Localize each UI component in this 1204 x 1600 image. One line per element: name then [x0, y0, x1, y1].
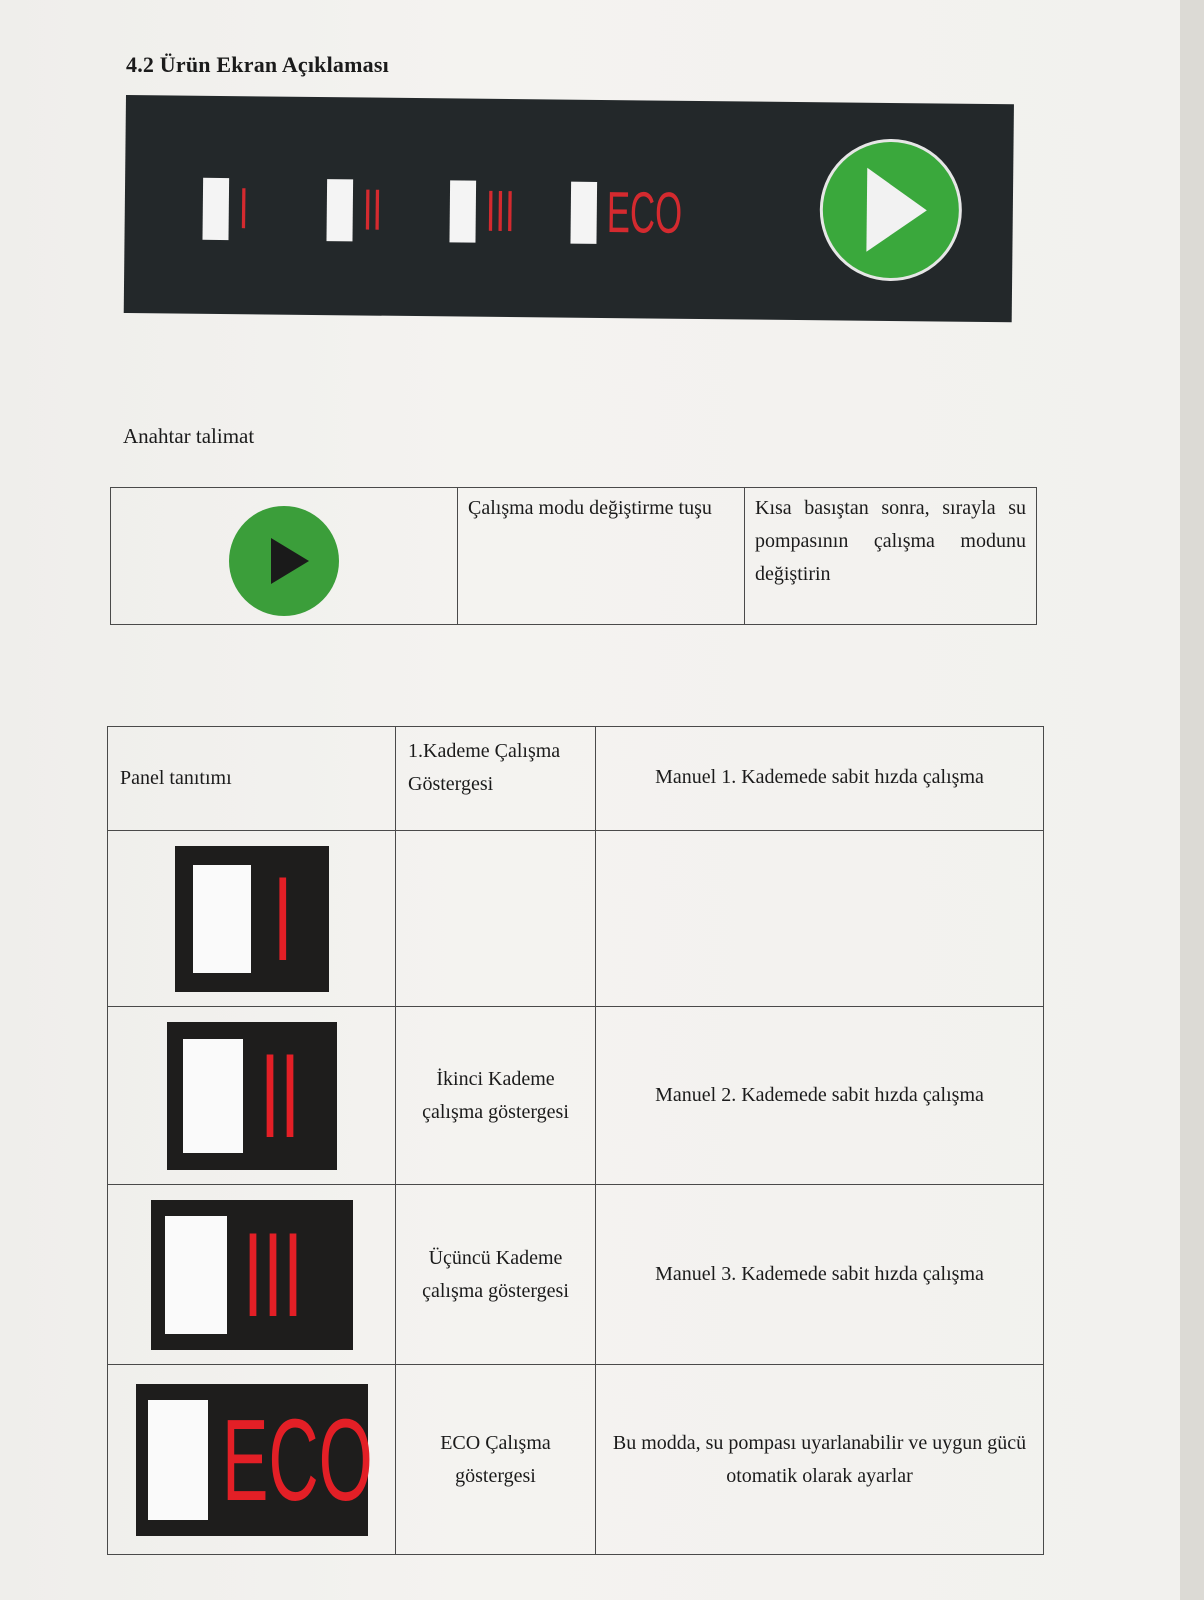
- indicator-name: ECO Çalışma göstergesi: [396, 1365, 596, 1555]
- empty-cell: [396, 831, 596, 1007]
- table-row: [108, 727, 1044, 831]
- indicator-description: Manuel 1. Kademede sabit hızda çalışma: [596, 727, 1044, 831]
- indicator-name: Üçüncü Kademe çalışma göstergesi: [396, 1185, 596, 1365]
- key-instructions-heading: Anahtar talimat: [123, 424, 255, 448]
- key-icon-cell: [111, 488, 458, 625]
- indicator-lamp: [326, 179, 353, 241]
- indicator-image-cell: [108, 1185, 396, 1365]
- indicator-lamp: [165, 1216, 227, 1334]
- mode-switch-button: [819, 138, 962, 281]
- indicator-description: Manuel 3. Kademede sabit hızda çalışma: [596, 1185, 1044, 1365]
- play-button-image: [229, 506, 339, 616]
- table-row: [108, 1185, 1044, 1365]
- page-edge: [1180, 0, 1204, 1600]
- indicator-description: Manuel 2. Kademede sabit hızda çalışma: [596, 1007, 1044, 1185]
- indicator-label: I: [272, 851, 293, 986]
- indicator-lamp: [202, 178, 229, 240]
- play-icon: [229, 506, 339, 616]
- panel-header: Panel tanıtımı: [108, 727, 396, 831]
- indicator-eco-image: [136, 1384, 373, 1536]
- indicator-name: 1.Kademe Çalışma Göstergesi: [396, 727, 596, 831]
- table-row: [108, 831, 1044, 1007]
- key-instructions-table: [110, 487, 1037, 625]
- display-panel-image: [124, 95, 1014, 322]
- play-icon: [822, 141, 959, 278]
- indicator-eco: [570, 178, 732, 250]
- indicator-description: Bu modda, su pompası uyarlanabilir ve uygun gücü otomatik olarak ayarlar: [596, 1365, 1044, 1555]
- table-row: [108, 1007, 1044, 1185]
- indicator-image-cell: [108, 1007, 396, 1185]
- indicator-level-1: [202, 174, 255, 245]
- key-name: Çalışma modu değiştirme tuşu: [458, 488, 745, 625]
- indicator-level-1-image: [175, 846, 329, 992]
- indicator-level-3-image: [151, 1200, 353, 1350]
- table-row: [111, 488, 1037, 625]
- indicator-name: İkinci Kademe çalışma göstergesi: [396, 1007, 596, 1185]
- indicator-level-2-image: [167, 1022, 337, 1170]
- indicator-lamp: [148, 1400, 208, 1520]
- key-description: Kısa basıştan sonra, sırayla su pompasının çalışma modunu değiştirin: [745, 488, 1037, 625]
- indicator-label: III: [242, 1207, 303, 1342]
- indicator-image-cell: [108, 831, 396, 1007]
- section-title: 4.2 Ürün Ekran Açıklaması: [126, 52, 389, 77]
- indicator-label: ECO: [606, 180, 683, 246]
- empty-cell: [596, 831, 1044, 1007]
- indicator-label: I: [238, 176, 249, 242]
- indicator-level-2: [326, 175, 395, 246]
- indicator-label: III: [485, 178, 516, 245]
- indicator-label: II: [259, 1028, 300, 1163]
- indicator-lamp: [449, 180, 476, 242]
- indicator-level-3: [449, 176, 534, 247]
- indicator-lamp: [183, 1039, 243, 1153]
- panel-introduction-table: [107, 726, 1044, 1555]
- indicator-label: ECO: [221, 1394, 373, 1525]
- indicator-lamp: [570, 182, 597, 244]
- indicator-lamp: [193, 865, 251, 973]
- table-row: [108, 1365, 1044, 1555]
- indicator-label: II: [362, 177, 383, 243]
- indicator-image-cell: [108, 1365, 396, 1555]
